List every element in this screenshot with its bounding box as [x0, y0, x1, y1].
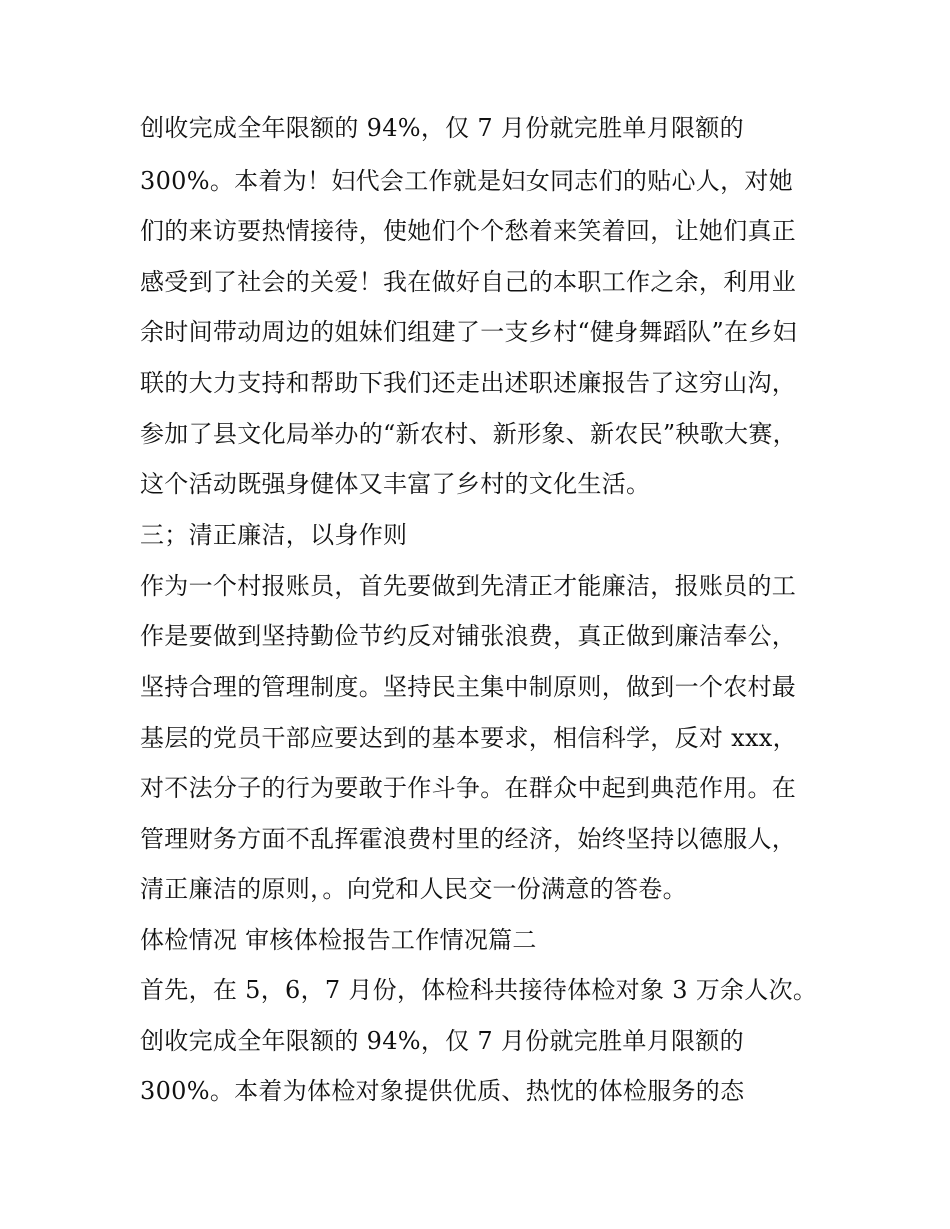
text-line: 创收完成全年限额的 94%，仅 7 月份就完胜单月限额的: [140, 1027, 744, 1055]
text-line: 感受到了社会的关爱！我在做好自己的本职工作之余，利用业: [140, 268, 797, 296]
text-line: 对不法分子的行为要敢于作斗争。在群众中起到典范作用。在: [140, 774, 797, 802]
text-line: 这个活动既强身健体又丰富了乡村的文化生活。: [140, 470, 651, 498]
text-line: 300%。本着为体检对象提供优质、热忱的体检服务的态: [140, 1077, 745, 1105]
text-line: 作为一个村报账员，首先要做到先清正才能廉洁，报账员的工: [140, 572, 797, 600]
text-line: 管理财务方面不乱挥霍浪费村里的经济，始终坚持以德服人，: [140, 825, 797, 853]
text-line: 坚持合理的管理制度。坚持民主集中制原则，做到一个农村最: [140, 673, 797, 701]
text-line: 参加了县文化局举办的“新农村、新形象、新农民”秧歌大赛，: [140, 420, 797, 448]
text-line: 创收完成全年限额的 94%，仅 7 月份就完胜单月限额的: [140, 114, 744, 142]
section-heading: 三；清正廉洁，以身作则: [140, 521, 408, 549]
text-line: 基层的党员干部应要达到的基本要求，相信科学，反对 xxx，: [140, 724, 797, 752]
text-line: 清正廉洁的原则，。向党和人民交一份满意的答卷。: [140, 875, 687, 903]
text-line: 联的大力支持和帮助下我们还走出述职述廉报告了这穷山沟，: [140, 369, 797, 397]
section-heading: 体检情况 审核体检报告工作情况篇二: [140, 926, 537, 954]
text-line: 首先，在 5，6，7 月份，体检科共接待体检对象 3 万余人次。: [140, 976, 818, 1004]
text-line: 余时间带动周边的姐妹们组建了一支乡村“健身舞蹈队”在乡妇: [140, 318, 797, 346]
text-line: 们的来访要热情接待，使她们个个愁着来笑着回，让她们真正: [140, 217, 797, 245]
text-line: 作是要做到坚持勤俭节约反对铺张浪费，真正做到廉洁奉公，: [140, 622, 797, 650]
text-line: 300%。本着为！妇代会工作就是妇女同志们的贴心人，对她: [140, 167, 794, 195]
